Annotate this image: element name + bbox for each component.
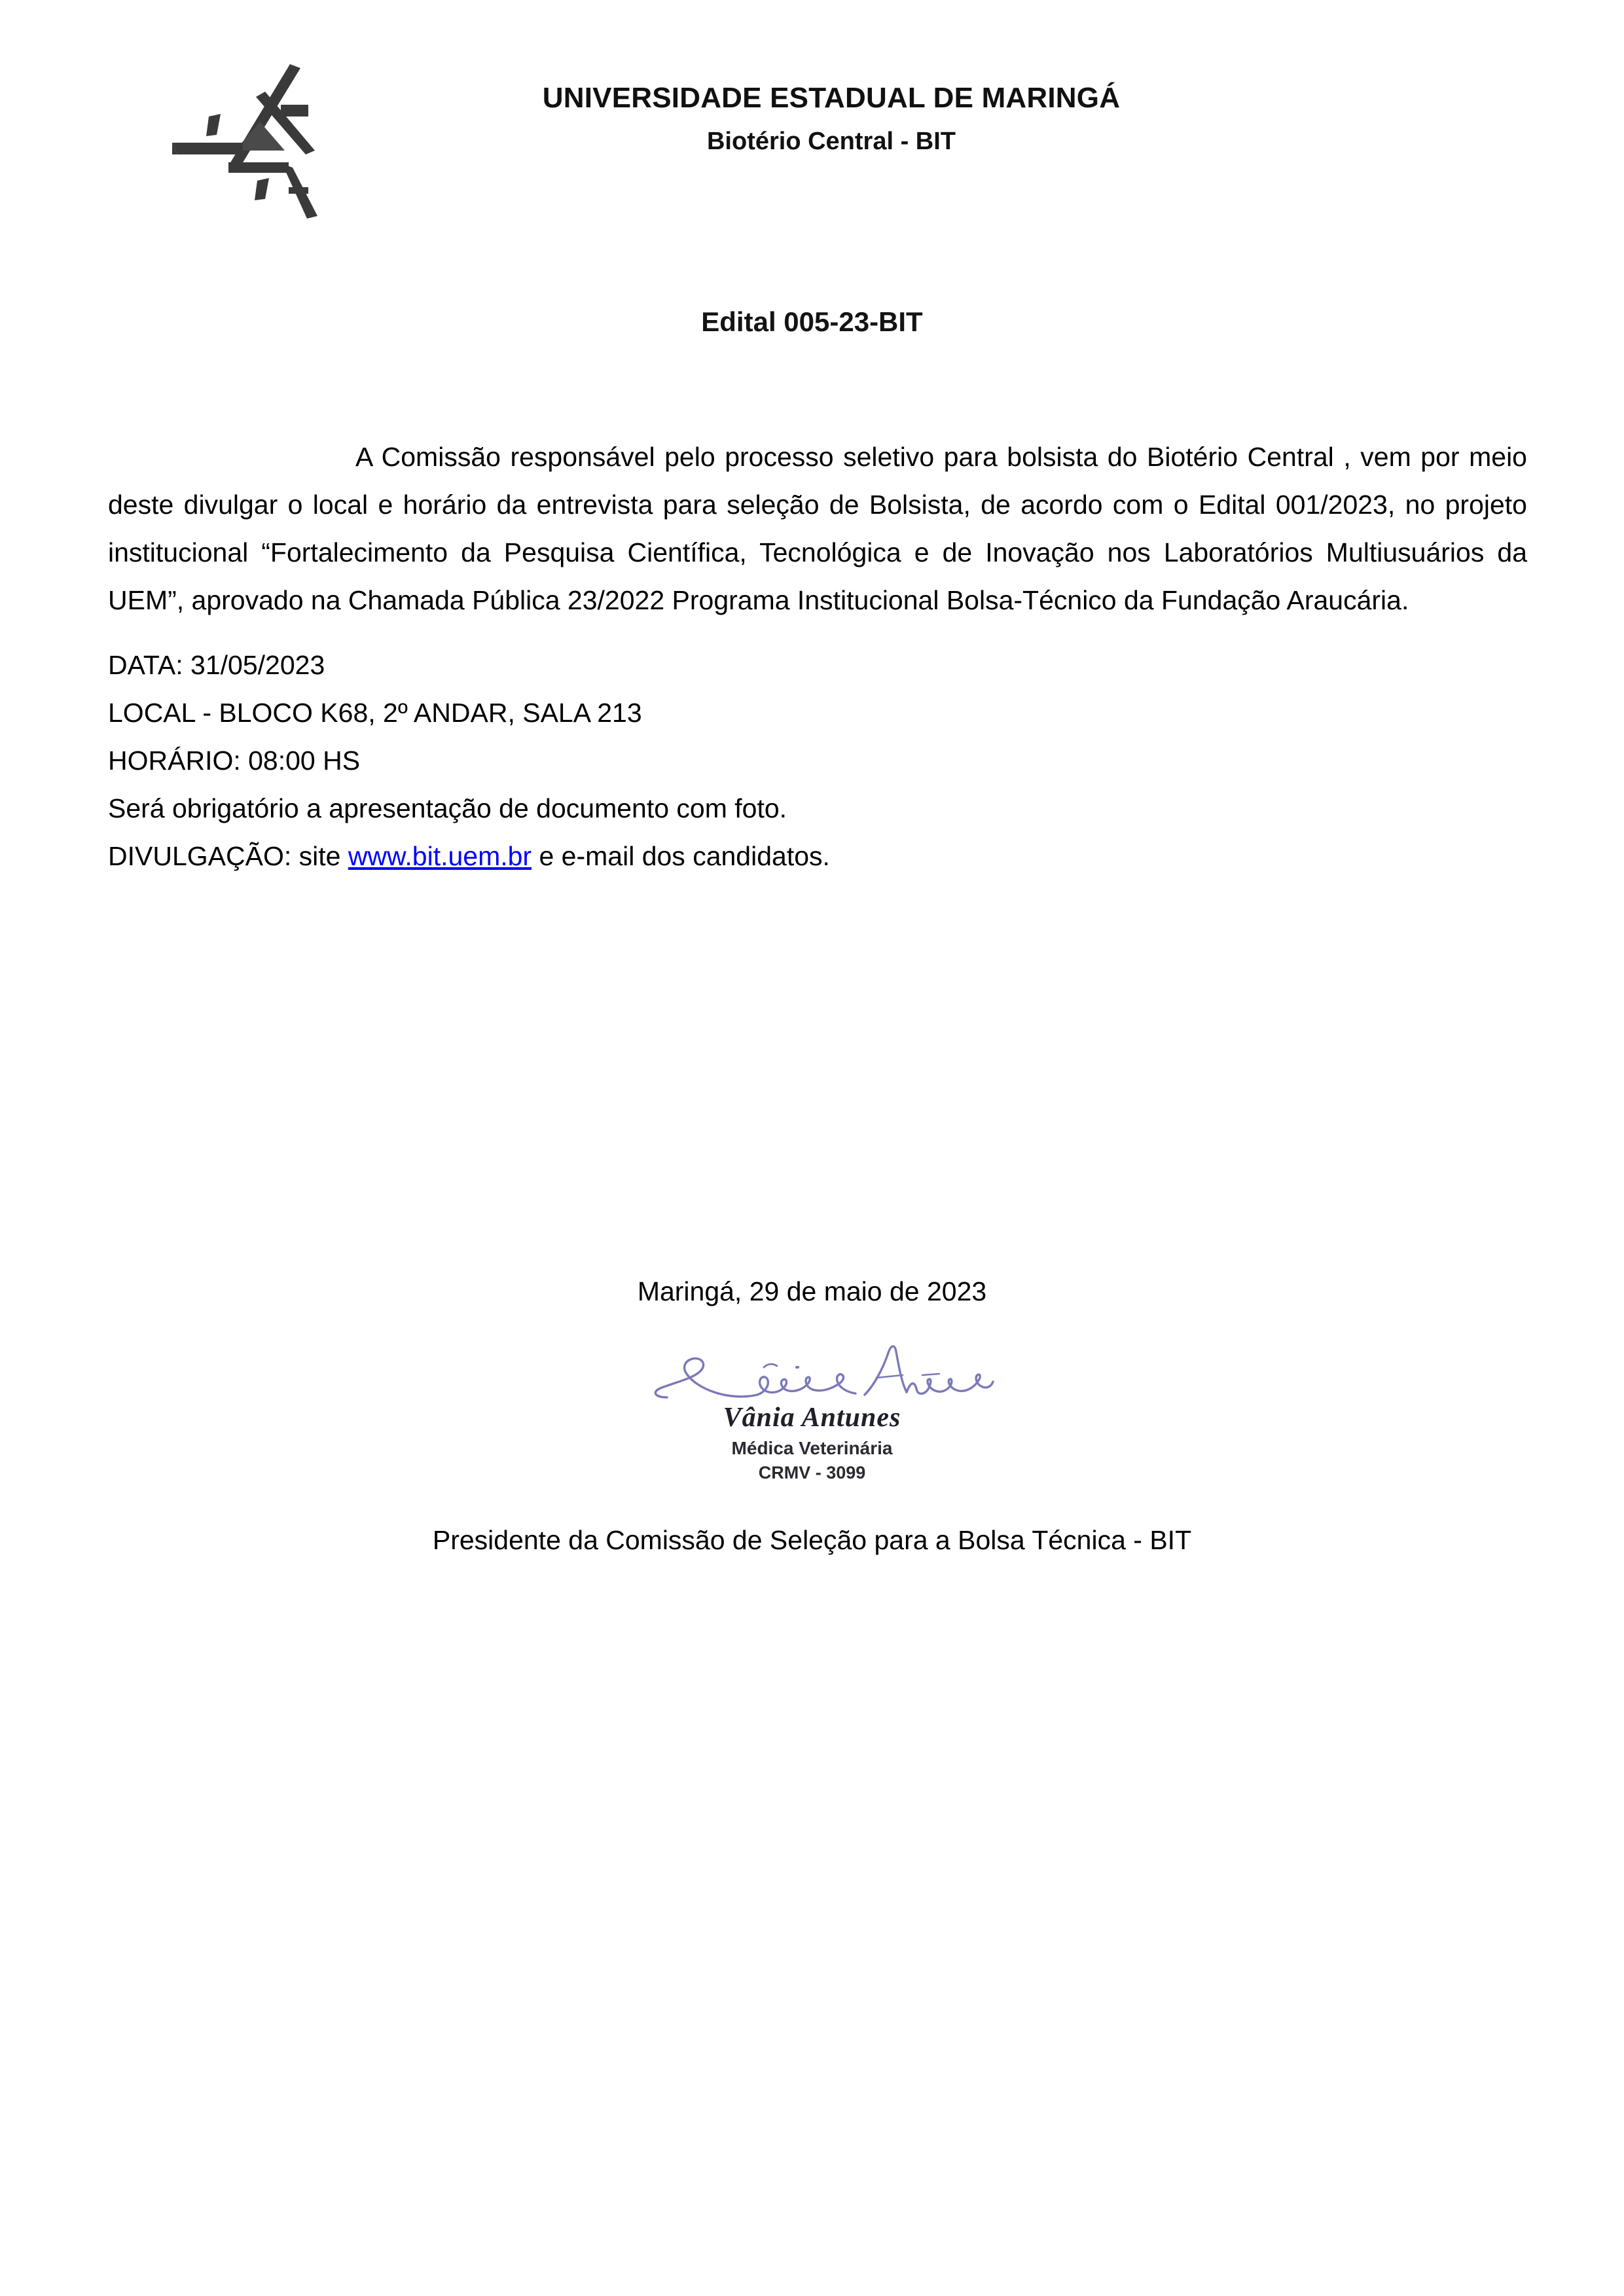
signer-name: Vânia Antunes bbox=[723, 1403, 901, 1433]
signature-area bbox=[0, 1335, 1624, 1485]
detail-document-requirement: Será obrigatório a apresentação de documento com foto. bbox=[108, 793, 787, 823]
signer-registration: CRMV - 3099 bbox=[758, 1463, 866, 1482]
organization-unit: Biotério Central - BIT bbox=[706, 128, 956, 155]
page-title: Edital 005-23-BIT bbox=[701, 306, 923, 337]
document-header bbox=[0, 59, 1624, 223]
city-and-date: Maringá, 29 de maio de 2023 bbox=[637, 1276, 987, 1306]
disclosure-prefix-text: DIVULGAÇÃO: site bbox=[108, 840, 348, 871]
organization-name: UNIVERSIDADE ESTADUAL DE MARINGÁ bbox=[542, 82, 1121, 114]
detail-date: DATA: 31/05/2023 bbox=[108, 649, 325, 680]
bit-website-link[interactable]: www.bit.uem.br bbox=[348, 840, 532, 871]
details-list bbox=[108, 641, 1527, 880]
intro-paragraph: A Comissão responsável pelo processo seletivo para bolsista do Biotério Central , vem por meio deste divulgar o local e horário da entrevista para seleção de Bolsista, de acordo com o Edital 001/2023, no projeto institucional “Fortalecimento da Pesquisa Científica, Tecnológica e de Inovação nos Laboratórios Multiusuários da UEM”, aprovado na Chamada Pública 23/2022 Programa Institucional Bolsa-Técnico da Fundação Araucária. bbox=[108, 442, 1527, 615]
signer-caption: Presidente da Comissão de Seleção para a Bolsa Técnica - BIT bbox=[432, 1525, 1192, 1555]
detail-disclosure bbox=[108, 833, 1527, 880]
signature-block bbox=[0, 1276, 1624, 1485]
disclosure-suffix-text: e e-mail dos candidatos. bbox=[532, 840, 830, 871]
uem-logo-icon bbox=[160, 59, 331, 223]
document-body bbox=[108, 433, 1527, 880]
handwritten-signature-icon bbox=[629, 1335, 996, 1413]
detail-time: HORÁRIO: 08:00 HS bbox=[108, 745, 361, 776]
header-text-block bbox=[340, 80, 1322, 158]
detail-location: LOCAL - BLOCO K68, 2º ANDAR, SALA 213 bbox=[108, 697, 642, 728]
signer-role: Médica Veterinária bbox=[731, 1438, 893, 1458]
